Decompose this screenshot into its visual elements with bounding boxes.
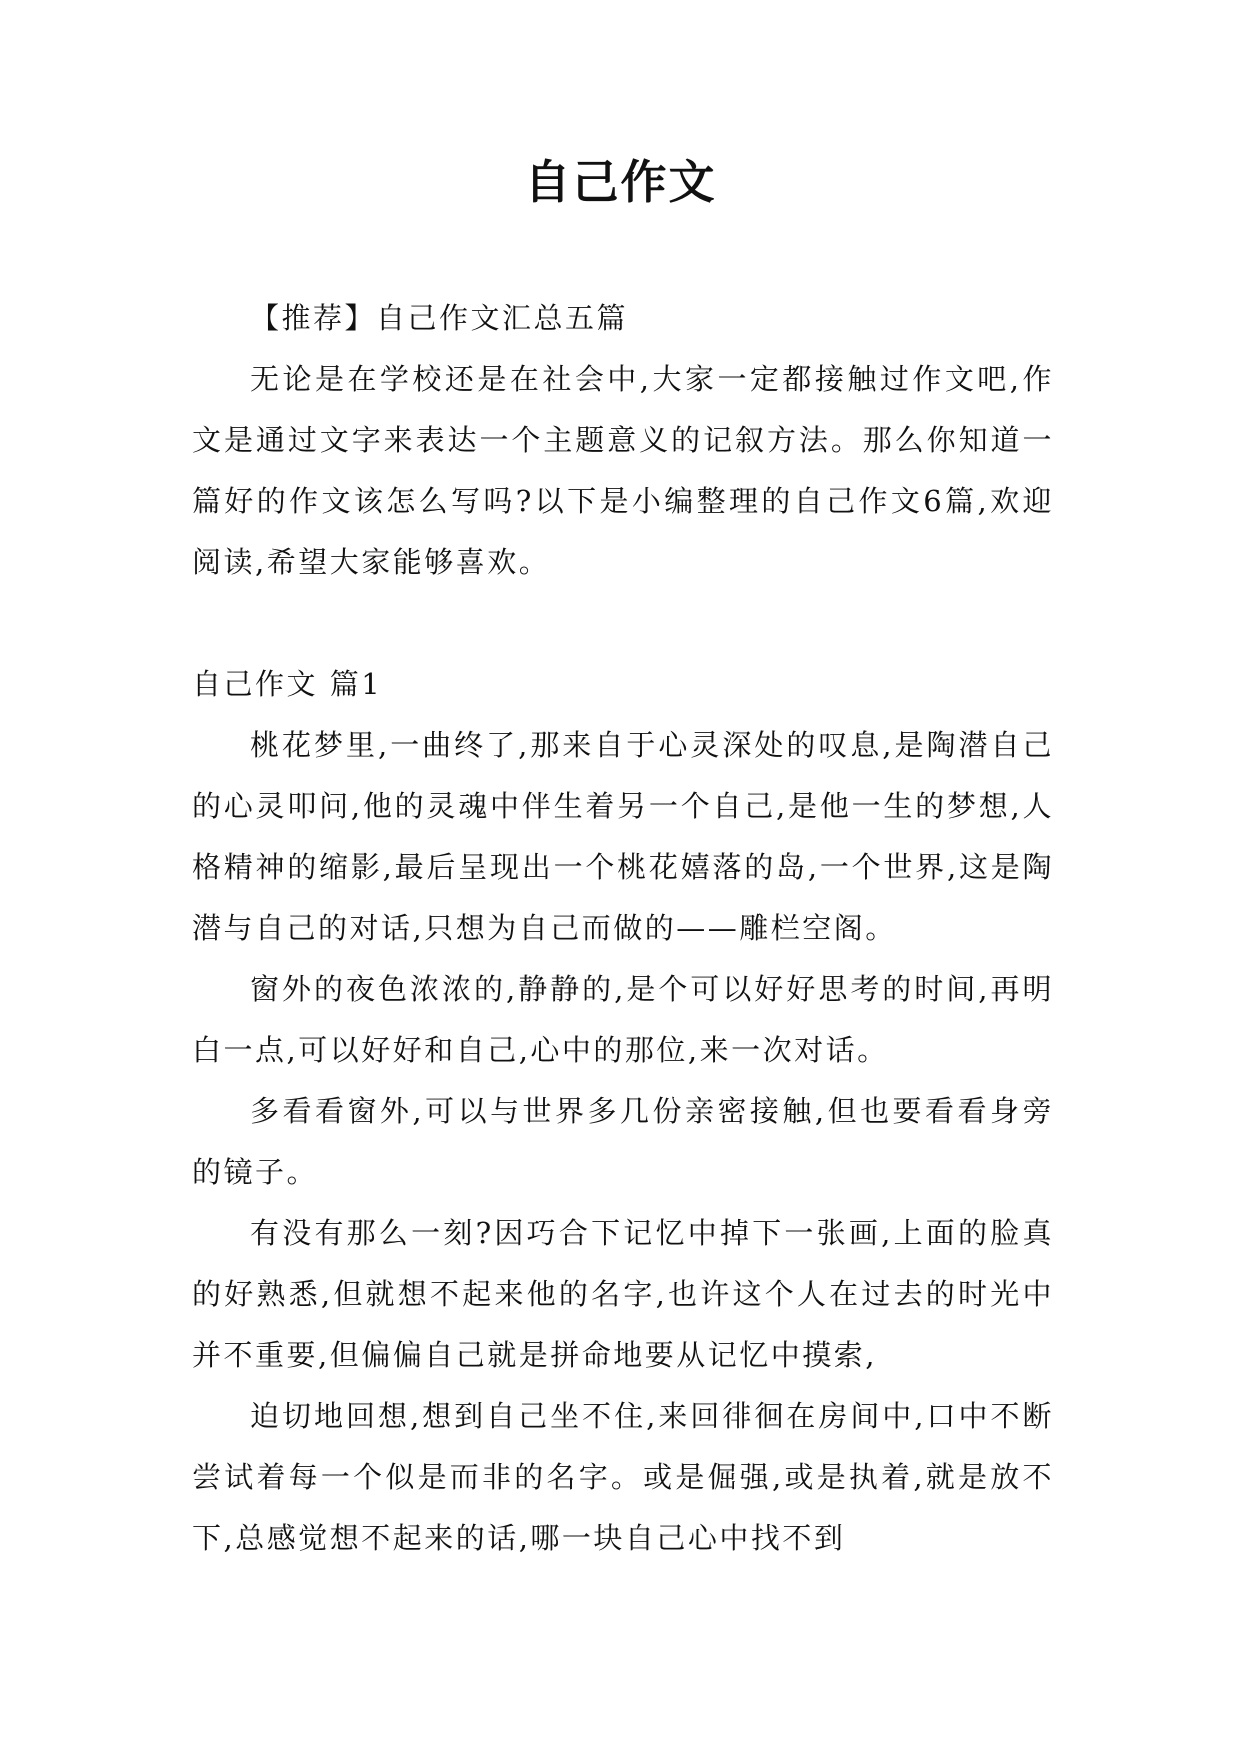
document-subtitle: 【推荐】自己作文汇总五篇 xyxy=(250,301,629,335)
paragraph: 迫切地回想,想到自己坐不住,来回徘徊在房间中,口中不断尝试着每一个似是而非的名字。或是倔强,或是执着,就是放不下,总感觉想不起来的话,哪一块自己心中找不到 xyxy=(192,1399,1054,1555)
document-title: 自己作文 xyxy=(524,155,717,209)
paragraph: 多看看窗外,可以与世界多几份亲密接触,但也要看看身旁的镜子。 xyxy=(192,1094,1054,1189)
section-heading: 自己作文 篇1 xyxy=(192,667,383,701)
paragraph: 有没有那么一刻?因巧合下记忆中掉下一张画,上面的脸真的好熟悉,但就想不起来他的名字,也许这个人在过去的时光中并不重要,但偏偏自己就是拼命地要从记忆中摸索, xyxy=(192,1216,1054,1372)
paragraph: 桃花梦里,一曲终了,那来自于心灵深处的叹息,是陶潜自己的心灵叩问,他的灵魂中伴生着另一个自己,是他一生的梦想,人格精神的缩影,最后呈现出一个桃花嬉落的岛,一个世界,这是陶潜与自己的对话,只想为自己而做的——雕栏空阁。 xyxy=(192,728,1054,945)
intro-paragraph: 无论是在学校还是在社会中,大家一定都接触过作文吧,作文是通过文字来表达一个主题意义的记叙方法。那么你知道一篇好的作文该怎么写吗?以下是小编整理的自己作文6篇,欢迎阅读,希望大家能够喜欢。 xyxy=(192,362,1054,579)
document-body xyxy=(192,288,1054,1569)
paragraph: 窗外的夜色浓浓的,静静的,是个可以好好思考的时间,再明白一点,可以好好和自己,心中的那位,来一次对话。 xyxy=(192,972,1054,1067)
